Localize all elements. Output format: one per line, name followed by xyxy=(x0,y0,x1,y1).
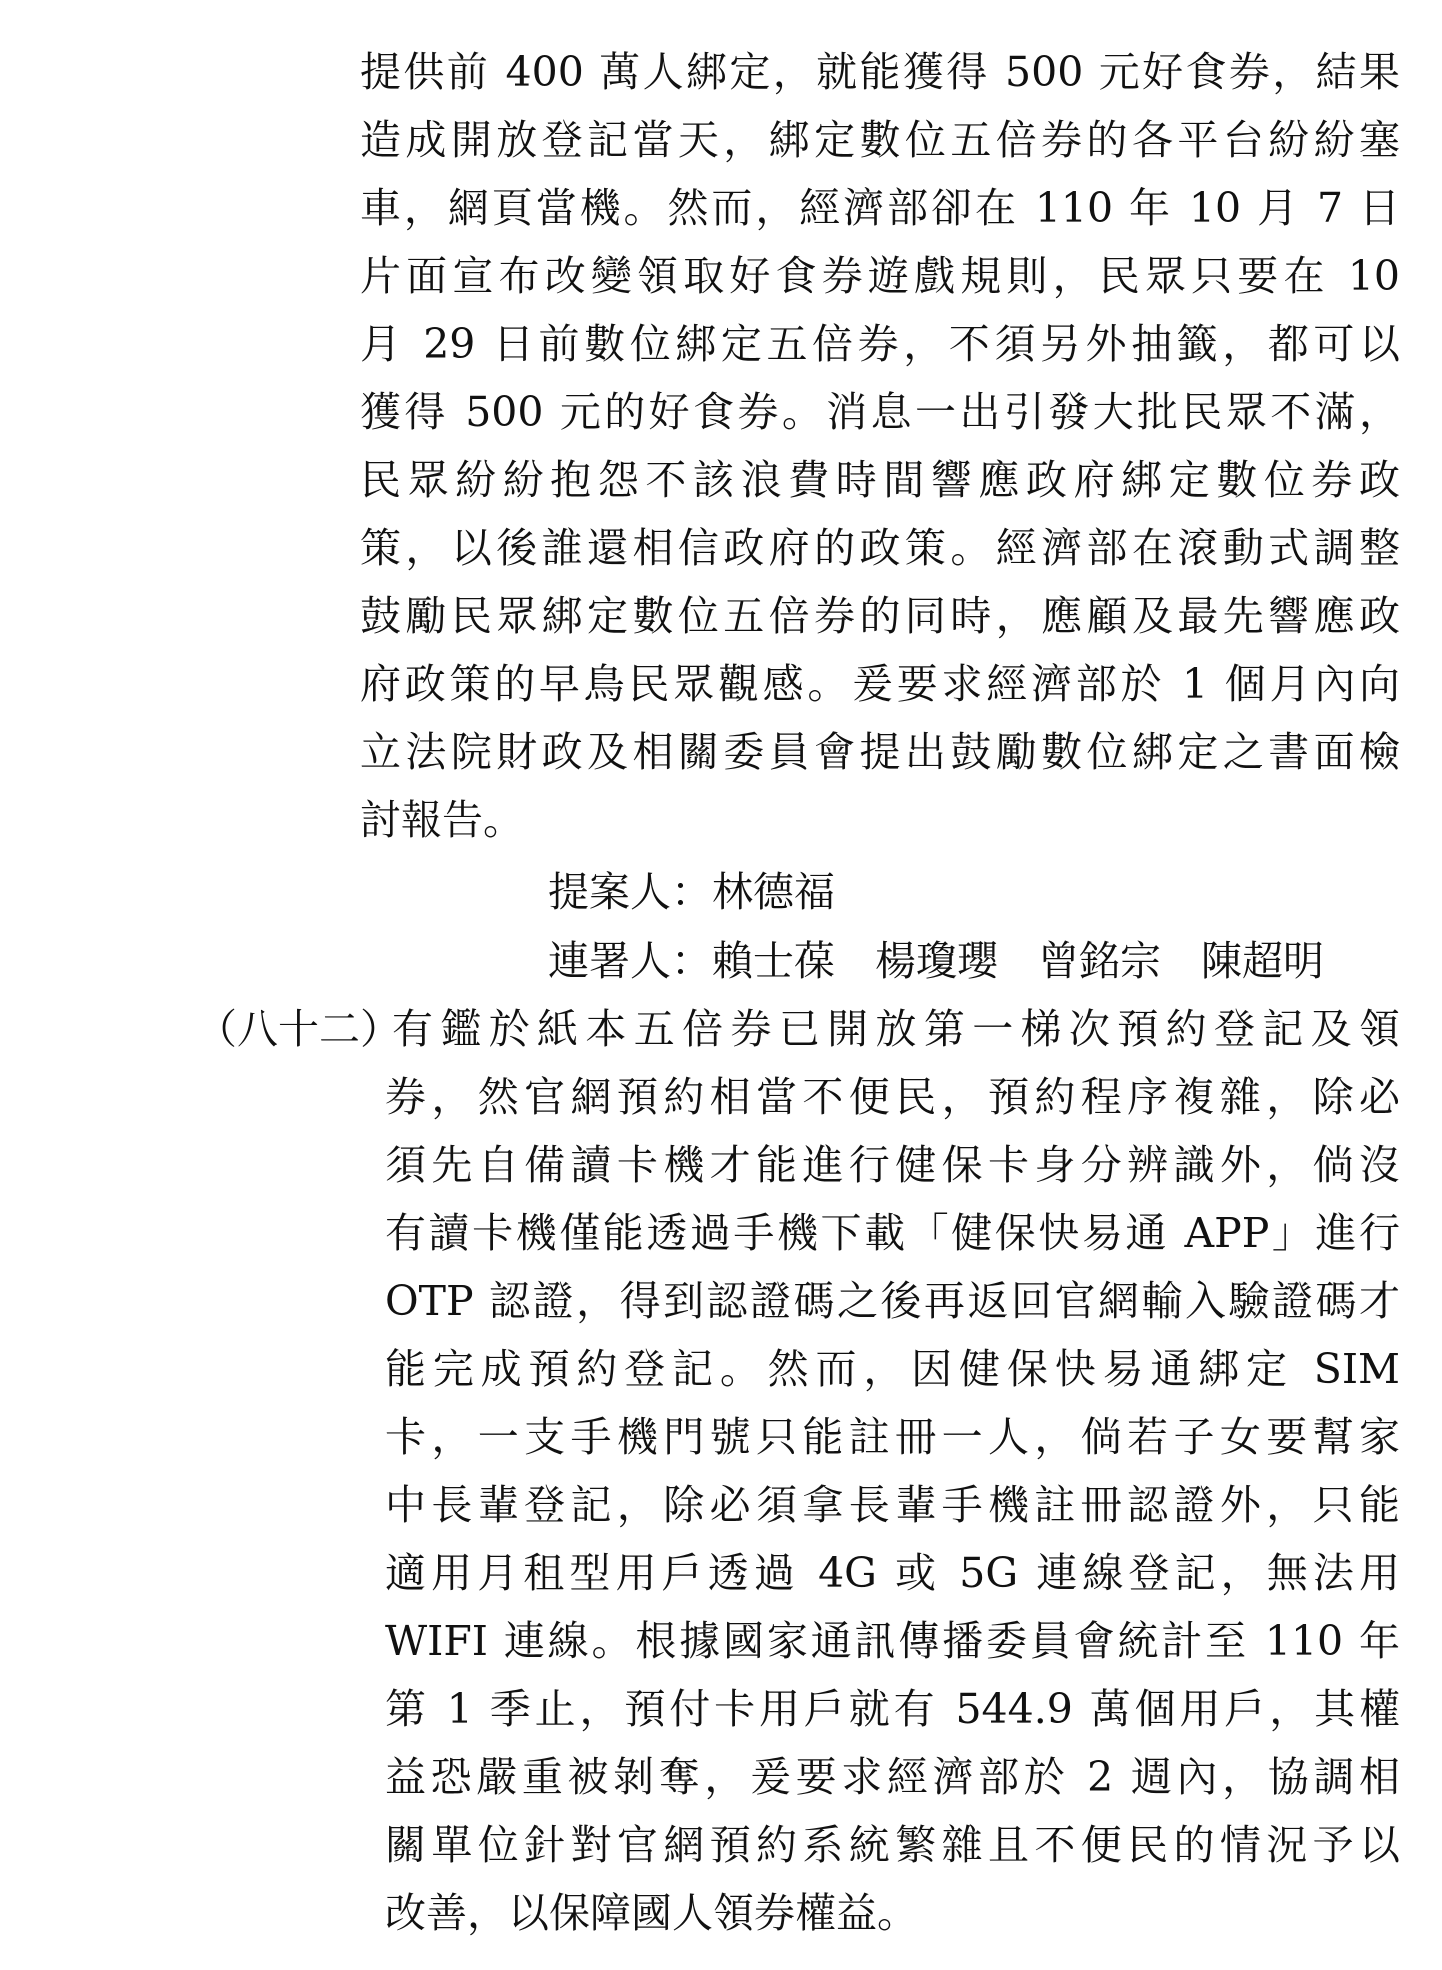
paragraph-line: 須先自備讀卡機才能進行健保卡身分辨識外，倘沒 xyxy=(385,1141,1400,1189)
paragraph-line: 立法院財政及相關委員會提出鼓勵數位綁定之書面檢 xyxy=(360,728,1400,776)
paragraph-line: 府政策的早鳥民眾觀感。爰要求經濟部於 1 個月內向 xyxy=(360,660,1400,708)
paragraph-line: 提供前 400 萬人綁定，就能獲得 500 元好食券，結果 xyxy=(360,48,1400,96)
paragraph-line: 適用月租型用戶透過 4G 或 5G 連線登記，無法用 xyxy=(385,1549,1400,1597)
paragraph-line: 能完成預約登記。然而，因健保快易通綁定 SIM xyxy=(385,1345,1400,1393)
paragraph-line: 卡，一支手機門號只能註冊一人，倘若子女要幫家 xyxy=(385,1413,1400,1461)
cosigner-name: 賴士葆 xyxy=(712,937,835,985)
paragraph-line: 有鑑於紙本五倍券已開放第一梯次預約登記及領 xyxy=(392,1005,1400,1053)
paragraph-line: 造成開放登記當天，綁定數位五倍券的各平台紛紛塞 xyxy=(360,116,1400,164)
paragraph-line: 策，以後誰還相信政府的政策。經濟部在滾動式調整 xyxy=(360,524,1400,572)
paragraph-line: 改善，以保障國人領券權益。 xyxy=(385,1889,918,1937)
paragraph-line: 券，然官網預約相當不便民，預約程序複雜，除必 xyxy=(385,1073,1400,1121)
paragraph-line: 益恐嚴重被剝奪，爰要求經濟部於 2 週內，協調相 xyxy=(385,1753,1400,1801)
paragraph-line: 討報告。 xyxy=(360,796,524,844)
proposer-name: 林德福 xyxy=(712,868,835,916)
paragraph-line: 有讀卡機僅能透過手機下載「健保快易通 APP」進行 xyxy=(385,1209,1400,1257)
cosigner-name: 陳超明 xyxy=(1201,937,1324,985)
paragraph-line: WIFI 連線。根據國家通訊傳播委員會統計至 110 年 xyxy=(385,1617,1400,1665)
cosigner-line xyxy=(548,927,1324,995)
paragraph-line: OTP 認證，得到認證碼之後再返回官網輸入驗證碼才 xyxy=(385,1277,1400,1325)
paragraph-line: 月 29 日前數位綁定五倍券，不須另外抽籤，都可以 xyxy=(360,320,1400,368)
item-number: （八十二） xyxy=(196,1005,401,1053)
paragraph-line: 中長輩登記，除必須拿長輩手機註冊認證外，只能 xyxy=(385,1481,1400,1529)
paragraph-line: 民眾紛紛抱怨不該浪費時間響應政府綁定數位券政 xyxy=(360,456,1400,504)
paragraph-line: 獲得 500 元的好食券。消息一出引發大批民眾不滿， xyxy=(360,388,1400,436)
cosigner-name: 曾銘宗 xyxy=(1038,937,1161,985)
proposer-label: 提案人： xyxy=(548,868,712,916)
cosigner-label: 連署人： xyxy=(548,937,712,985)
paragraph-line: 第 1 季止，預付卡用戶就有 544.9 萬個用戶，其權 xyxy=(385,1685,1400,1733)
paragraph-line: 關單位針對官網預約系統繁雜且不便民的情況予以 xyxy=(385,1821,1400,1869)
paragraph-line: 鼓勵民眾綁定數位五倍券的同時，應顧及最先響應政 xyxy=(360,592,1400,640)
cosigner-name: 楊瓊瓔 xyxy=(875,937,998,985)
paragraph-line: 片面宣布改變領取好食券遊戲規則，民眾只要在 10 xyxy=(360,252,1400,300)
proposer-line xyxy=(548,858,835,926)
paragraph-line: 車，網頁當機。然而，經濟部卻在 110 年 10 月 7 日 xyxy=(360,184,1400,232)
